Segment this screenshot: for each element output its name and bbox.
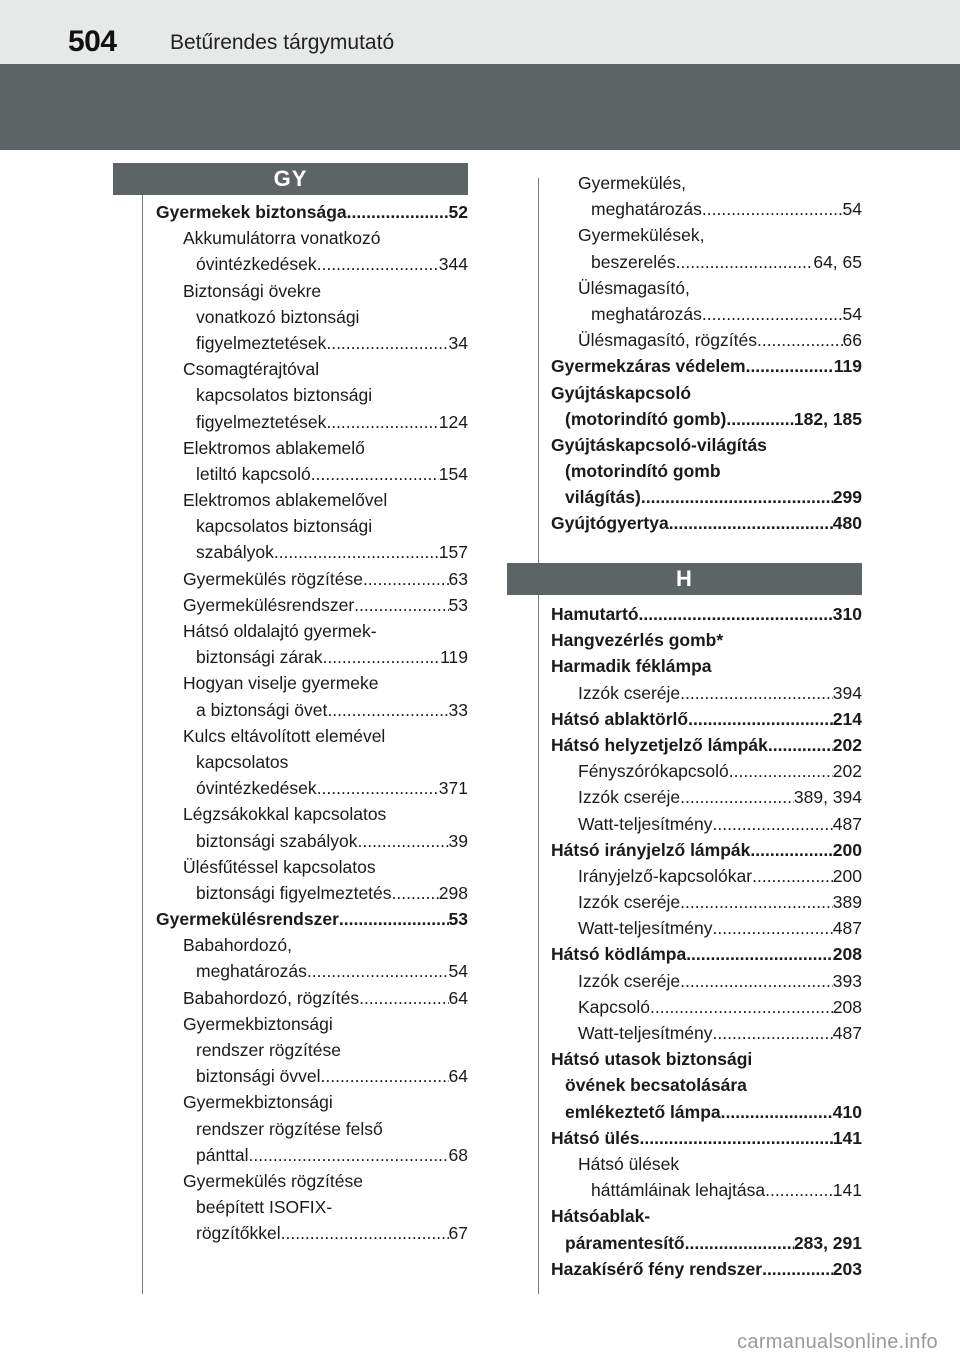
dot-leader — [249, 1142, 449, 1168]
index-entry — [156, 854, 468, 880]
entry-term: beszerelés — [591, 251, 676, 272]
index-entry — [156, 1168, 468, 1194]
dot-leader — [680, 680, 833, 706]
entry-term: Gyújtáskapcsoló — [551, 382, 692, 403]
dot-leader — [752, 863, 833, 889]
index-entry — [551, 1072, 862, 1098]
entry-page-ref: 34 — [448, 332, 468, 353]
entry-term: Hátsó ülés — [551, 1127, 640, 1148]
watermark: carmanualsonline.info — [737, 1331, 938, 1353]
entry-term: Hátsó irányjelző lámpák — [551, 839, 751, 860]
entry-page-ref: 182, 185 — [793, 408, 862, 429]
dot-leader — [768, 732, 833, 758]
index-column-left — [156, 199, 468, 1247]
section-header-gy: GY — [113, 163, 468, 195]
index-entry — [156, 1194, 468, 1220]
entry-page-ref: 310 — [832, 604, 862, 624]
index-entry — [551, 170, 862, 196]
entry-term: kapcsolatos biztonsági — [196, 385, 373, 406]
dot-leader — [317, 775, 439, 801]
entry-term: Babahordozó, — [183, 935, 292, 956]
entry-page-ref: 487 — [832, 813, 862, 834]
entry-term: Hamutartó — [551, 604, 639, 624]
column-divider-middle — [538, 178, 539, 1294]
entry-term: (motorindító gomb) — [565, 408, 727, 429]
entry-term: Harmadik féklámpa — [551, 656, 712, 677]
dot-leader — [680, 784, 794, 810]
dot-leader — [676, 249, 814, 275]
entry-term: meghatározás — [591, 303, 702, 324]
entry-term: Kapcsoló — [578, 996, 650, 1017]
entry-term: Gyermekek biztonsága — [156, 202, 347, 222]
entry-term: letiltó kapcsoló — [196, 463, 311, 484]
entry-page-ref: 487 — [832, 1023, 862, 1043]
entry-term: rendszer rögzítése felső — [196, 1118, 383, 1139]
index-entry — [156, 1037, 468, 1063]
dot-leader — [363, 566, 449, 592]
dot-leader — [274, 539, 439, 565]
index-entry — [551, 811, 862, 837]
index-entry — [551, 968, 862, 994]
entry-term: Hangvezérlés gomb* — [551, 630, 724, 651]
index-entry — [551, 1020, 862, 1046]
entry-page-ref: 200 — [832, 865, 862, 886]
entry-term: Fényszórókapcsoló — [578, 761, 729, 782]
entry-page-ref: 54 — [842, 303, 862, 324]
entry-page-ref: 157 — [438, 542, 468, 563]
entry-term: kapcsolatos biztonsági — [196, 516, 373, 537]
index-entry — [156, 435, 468, 461]
entry-term: szabályok — [196, 542, 274, 563]
entry-term: Hátsó ködlámpa — [551, 944, 687, 965]
dot-leader — [685, 1230, 794, 1256]
entry-term: Watt-teljesítmény — [578, 918, 713, 939]
entry-term: Ülésmagasító, rögzítés — [578, 330, 757, 351]
entry-page-ref: 393 — [832, 970, 862, 991]
dot-leader — [757, 327, 843, 353]
entry-term: Watt-teljesítmény — [578, 813, 713, 834]
entry-term: Gyermekzáras védelem — [551, 356, 746, 377]
entry-term: Izzók cseréje — [578, 682, 681, 703]
index-entry — [551, 680, 862, 706]
index-entry — [156, 670, 468, 696]
entry-term: Elektromos ablakemelővel — [183, 490, 388, 511]
index-entry — [156, 801, 468, 827]
entry-term: Gyermekülésrendszer — [156, 909, 339, 930]
dot-leader — [765, 1177, 833, 1203]
entry-term: figyelmeztetések — [196, 411, 327, 432]
entry-term: vonatkozó biztonsági — [196, 306, 360, 327]
entry-page-ref: 53 — [448, 594, 468, 615]
entry-term: Hátsó utasok biztonsági — [551, 1049, 753, 1070]
index-entry — [156, 697, 468, 723]
index-column-right-top — [551, 170, 862, 537]
entry-term: meghatározás — [591, 199, 702, 220]
entry-page-ref: 410 — [832, 1101, 862, 1122]
entry-term: óvintézkedések — [196, 778, 317, 799]
column-divider-left — [142, 194, 143, 1294]
entry-term: figyelmeztetések — [196, 332, 327, 353]
dot-leader — [680, 968, 833, 994]
dot-leader — [686, 941, 833, 967]
index-entry — [156, 1116, 468, 1142]
index-entry — [156, 1011, 468, 1037]
index-entry — [551, 432, 862, 458]
index-entry — [551, 510, 862, 536]
dot-leader — [702, 196, 843, 222]
entry-page-ref: 33 — [448, 699, 468, 720]
entry-term: Hogyan viselje gyermeke — [183, 673, 379, 694]
entry-term: Gyermekülések, — [578, 225, 705, 246]
entry-term: biztonsági figyelmeztetés — [196, 882, 392, 903]
dot-leader — [713, 1020, 833, 1046]
entry-term: biztonsági zárak — [196, 647, 323, 668]
entry-page-ref: 63 — [448, 568, 468, 589]
entry-page-ref: 154 — [438, 463, 468, 484]
dot-leader — [327, 697, 448, 723]
index-entry — [156, 251, 468, 277]
entry-page-ref: 66 — [842, 330, 862, 351]
dot-leader — [680, 889, 833, 915]
entry-page-ref: 344 — [438, 254, 468, 275]
entry-term: világítás) — [565, 487, 641, 508]
entry-page-ref: 487 — [832, 918, 862, 939]
index-entry — [551, 1177, 862, 1203]
entry-term: Csomagtérajtóval — [183, 359, 320, 380]
entry-term: rendszer rögzítése — [196, 1040, 341, 1060]
entry-term: emlékeztető lámpa — [565, 1101, 721, 1122]
dot-leader — [357, 828, 448, 854]
index-entry — [551, 406, 862, 432]
index-entry — [156, 880, 468, 906]
index-entry — [156, 199, 468, 225]
index-entry — [551, 301, 862, 327]
index-entry — [551, 222, 862, 248]
index-column-right-bottom — [551, 601, 862, 1282]
entry-term: (motorindító gomb — [565, 461, 721, 482]
dot-leader — [354, 592, 448, 618]
entry-term: Légzsákokkal kapcsolatos — [183, 804, 387, 825]
index-entry — [551, 1203, 862, 1229]
index-entry — [551, 327, 862, 353]
dot-leader — [321, 1063, 449, 1089]
entry-page-ref: 371 — [438, 778, 468, 799]
entry-page-ref: 298 — [438, 882, 468, 903]
index-entry — [551, 941, 862, 967]
header-band — [0, 64, 960, 150]
entry-term: Kulcs eltávolított elemével — [183, 725, 386, 746]
index-entry — [156, 409, 468, 435]
entry-page-ref: 208 — [832, 996, 862, 1017]
entry-term: Hátsó ablaktörlő — [551, 708, 689, 729]
entry-term: Ülésmagasító, — [578, 277, 690, 298]
entry-page-ref: 39 — [448, 830, 468, 851]
dot-leader — [322, 644, 440, 670]
dot-leader — [639, 601, 833, 627]
index-entry — [551, 380, 862, 406]
dot-leader — [669, 510, 833, 536]
entry-page-ref: 208 — [832, 944, 862, 965]
entry-term: Ülésfűtéssel kapcsolatos — [183, 856, 376, 877]
entry-term: Gyermekülés rögzítése — [183, 568, 363, 589]
entry-term: Babahordozó, rögzítés — [183, 987, 360, 1008]
index-entry — [156, 1220, 468, 1246]
index-entry — [156, 985, 468, 1011]
entry-term: Gyermekülésrendszer — [183, 594, 355, 615]
index-entry — [156, 932, 468, 958]
entry-term: Izzók cseréje — [578, 970, 681, 991]
entry-page-ref: 283, 291 — [793, 1232, 862, 1253]
entry-page-ref: 54 — [842, 199, 862, 220]
entry-term: Gyermekbiztonsági — [183, 1092, 333, 1113]
entry-page-ref: 141 — [832, 1180, 862, 1201]
entry-term: páramentesítő — [565, 1232, 685, 1253]
index-entry — [551, 706, 862, 732]
index-entry — [551, 837, 862, 863]
index-entry — [156, 566, 468, 592]
index-entry — [551, 196, 862, 222]
entry-page-ref: 53 — [448, 909, 468, 930]
section-header-h: H — [507, 563, 862, 595]
index-entry — [156, 906, 468, 932]
dot-leader — [746, 353, 834, 379]
entry-term: háttámláinak lehajtása — [591, 1180, 766, 1201]
dot-leader — [326, 330, 448, 356]
entry-term: Gyújtógyertya — [551, 513, 669, 534]
entry-term: Gyermekbiztonsági — [183, 1013, 333, 1034]
index-entry — [156, 592, 468, 618]
entry-page-ref: 64, 65 — [813, 251, 862, 272]
entry-page-ref: 200 — [832, 839, 862, 860]
entry-page-ref: 389 — [832, 892, 862, 913]
entry-term: Gyermekülés, — [578, 173, 686, 193]
dot-leader — [713, 811, 833, 837]
entry-page-ref: 124 — [438, 411, 468, 432]
dot-leader — [762, 1256, 833, 1282]
index-entry — [156, 958, 468, 984]
entry-page-ref: 480 — [832, 513, 862, 534]
index-entry — [551, 601, 862, 627]
index-entry — [551, 1125, 862, 1151]
index-entry — [551, 275, 862, 301]
index-entry — [156, 618, 468, 644]
entry-term: biztonsági szabályok — [196, 830, 358, 851]
index-entry — [156, 749, 468, 775]
index-entry — [156, 487, 468, 513]
entry-page-ref: 141 — [832, 1127, 862, 1148]
index-entry — [156, 382, 468, 408]
index-entry — [551, 1230, 862, 1256]
index-entry — [551, 915, 862, 941]
entry-page-ref: 54 — [448, 961, 468, 982]
dot-leader — [750, 837, 832, 863]
dot-leader — [726, 406, 794, 432]
dot-leader — [347, 199, 449, 225]
entry-term: Gyújtáskapcsoló-világítás — [551, 434, 767, 455]
entry-page-ref: 64 — [448, 987, 468, 1008]
entry-term: Hátsó ülések — [578, 1153, 680, 1174]
index-entry — [551, 863, 862, 889]
index-entry — [156, 513, 468, 539]
entry-page-ref: 214 — [832, 708, 862, 729]
entry-term: Biztonsági övekre — [183, 280, 322, 301]
entry-page-ref: 119 — [440, 647, 468, 668]
dot-leader — [281, 1220, 449, 1246]
entry-term: Hazakísérő fény rendszer — [551, 1258, 763, 1279]
entry-page-ref: 299 — [832, 487, 862, 508]
header-strip — [0, 0, 960, 64]
dot-leader — [359, 985, 448, 1011]
page-header-title: Betűrendes tárgymutató — [170, 31, 395, 54]
entry-page-ref: 203 — [832, 1258, 862, 1279]
entry-term: meghatározás — [196, 961, 307, 982]
entry-term: óvintézkedések — [196, 254, 317, 275]
index-entry — [551, 994, 862, 1020]
index-entry — [551, 732, 862, 758]
index-entry — [156, 461, 468, 487]
entry-term: Hátsó oldalajtó gyermek- — [183, 621, 377, 641]
index-entry — [551, 889, 862, 915]
index-entry — [156, 330, 468, 356]
index-entry — [551, 784, 862, 810]
dot-leader — [713, 915, 833, 941]
dot-leader — [339, 906, 449, 932]
index-entry — [156, 304, 468, 330]
entry-term: Gyermekülés rögzítése — [183, 1170, 363, 1191]
entry-term: Irányjelző-kapcsolókar — [578, 865, 753, 886]
index-entry — [551, 484, 862, 510]
entry-page-ref: 389, 394 — [793, 787, 862, 808]
dot-leader — [688, 706, 833, 732]
entry-page-ref: 68 — [448, 1144, 468, 1165]
entry-term: Hátsó helyzetjelző lámpák — [551, 734, 768, 755]
dot-leader — [641, 484, 833, 510]
entry-term: Akkumulátorra vonatkozó — [183, 228, 381, 249]
entry-term: Watt-teljesítmény — [578, 1023, 713, 1043]
entry-page-ref: 202 — [832, 761, 862, 782]
entry-term: a biztonsági övet — [196, 699, 328, 720]
entry-term: beépített ISOFIX- — [196, 1197, 333, 1218]
entry-term: biztonsági övvel — [196, 1066, 321, 1087]
dot-leader — [702, 301, 843, 327]
index-entry — [551, 627, 862, 653]
index-entry — [156, 644, 468, 670]
index-entry — [551, 1256, 862, 1282]
dot-leader — [640, 1125, 833, 1151]
entry-term: rögzítőkkel — [196, 1223, 281, 1244]
page-number: 504 — [68, 25, 117, 58]
index-entry — [551, 1151, 862, 1177]
dot-leader — [307, 958, 449, 984]
entry-page-ref: 394 — [832, 682, 862, 703]
entry-page-ref: 64 — [448, 1066, 468, 1087]
entry-term: Elektromos ablakemelő — [183, 437, 365, 458]
index-entry — [551, 1046, 862, 1072]
index-entry — [551, 653, 862, 679]
index-entry — [156, 775, 468, 801]
index-entry — [551, 1099, 862, 1125]
index-entry — [156, 1089, 468, 1115]
index-entry — [551, 758, 862, 784]
index-entry — [156, 828, 468, 854]
entry-page-ref: 67 — [448, 1223, 468, 1244]
entry-term: övének becsatolására — [565, 1075, 747, 1096]
index-entry — [551, 458, 862, 484]
dot-leader — [729, 758, 833, 784]
index-entry — [551, 249, 862, 275]
index-entry — [156, 539, 468, 565]
dot-leader — [311, 461, 439, 487]
index-entry — [156, 1142, 468, 1168]
index-entry — [156, 356, 468, 382]
index-entry — [156, 278, 468, 304]
entry-page-ref: 52 — [448, 202, 468, 222]
entry-term: Hátsóablak- — [551, 1206, 651, 1227]
dot-leader — [317, 251, 439, 277]
entry-term: kapcsolatos — [196, 751, 289, 772]
index-entry — [156, 723, 468, 749]
entry-term: Izzók cseréje — [578, 892, 681, 913]
dot-leader — [326, 409, 438, 435]
index-entry — [551, 353, 862, 379]
entry-term: pánttal — [196, 1144, 249, 1165]
index-entry — [156, 225, 468, 251]
dot-leader — [392, 880, 439, 906]
index-entry — [156, 1063, 468, 1089]
entry-term: Izzók cseréje — [578, 787, 681, 808]
entry-page-ref: 119 — [833, 356, 862, 377]
dot-leader — [650, 994, 833, 1020]
entry-page-ref: 202 — [832, 734, 862, 755]
dot-leader — [721, 1099, 833, 1125]
